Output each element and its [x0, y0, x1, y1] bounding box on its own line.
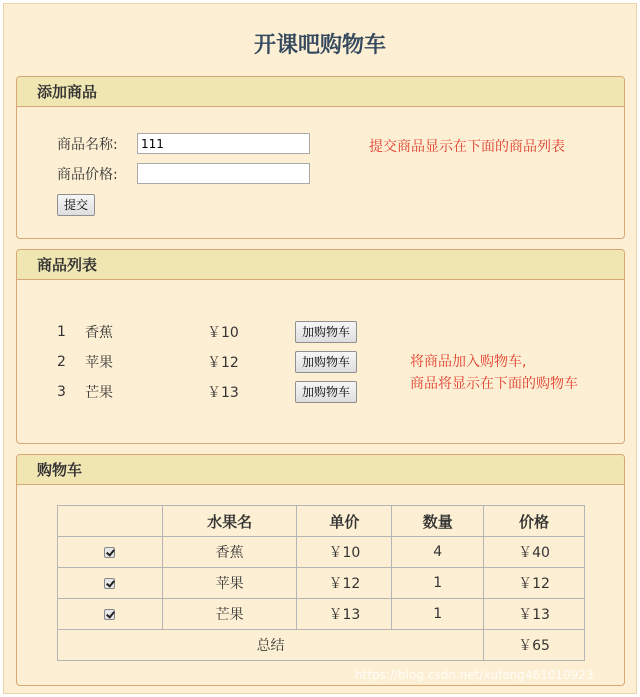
item-checkbox[interactable] — [104, 609, 115, 620]
cart-panel — [16, 454, 625, 686]
cart-item-total: ￥13 — [484, 599, 585, 630]
cart-item-quantity: 1 — [392, 599, 484, 630]
submit-button[interactable]: 提交 — [57, 194, 95, 216]
cart-summary-value: ￥65 — [484, 630, 585, 661]
page-title: 开课吧购物车 — [253, 33, 386, 58]
product-row — [57, 380, 357, 404]
product-row — [57, 320, 357, 344]
item-checkbox[interactable] — [104, 547, 115, 558]
cart-header-unit-price: 单价 — [297, 506, 392, 537]
cart-heading: 购物车 — [17, 455, 624, 485]
cart-item-unit-price: ￥13 — [297, 599, 392, 630]
cart-table — [57, 505, 585, 661]
product-index: 3 — [57, 384, 66, 400]
watermark: https://blog.csdn.net/xufang461010923 — [355, 668, 594, 682]
product-price-row — [57, 163, 310, 184]
product-price-input[interactable] — [137, 163, 310, 184]
product-name-label: 商品名称: — [57, 136, 118, 153]
add-to-cart-button[interactable]: 加购物车 — [295, 381, 357, 403]
item-checkbox[interactable] — [104, 578, 115, 589]
product-price-label: 商品价格: — [57, 166, 118, 183]
product-name: 芒果 — [85, 385, 113, 401]
add-to-cart-button[interactable]: 加购物车 — [295, 321, 357, 343]
product-list-note-line2: 商品将显示在下面的购物车 — [410, 376, 578, 392]
product-price: ￥13 — [207, 385, 239, 401]
product-index: 2 — [57, 354, 66, 370]
add-product-heading: 添加商品 — [17, 77, 624, 107]
table-row — [58, 599, 585, 630]
product-name: 苹果 — [85, 355, 113, 371]
submit-row — [57, 194, 95, 216]
cart-item-name: 苹果 — [162, 568, 297, 599]
cart-summary-row — [58, 630, 585, 661]
product-name: 香蕉 — [85, 325, 113, 341]
add-product-note: 提交商品显示在下面的商品列表 — [369, 139, 565, 155]
cart-header-select — [58, 506, 163, 537]
cart-header-total: 价格 — [484, 506, 585, 537]
cart-header-name: 水果名 — [162, 506, 297, 537]
product-price: ￥10 — [207, 325, 239, 341]
table-row — [58, 568, 585, 599]
product-list-heading: 商品列表 — [17, 250, 624, 280]
product-price: ￥12 — [207, 355, 239, 371]
add-product-panel — [16, 76, 625, 239]
cart-summary-label: 总结 — [58, 630, 484, 661]
cart-header-quantity: 数量 — [392, 506, 484, 537]
cart-item-unit-price: ￥10 — [297, 537, 392, 568]
product-list-note-line1: 将商品加入购物车, — [410, 354, 527, 370]
cart-item-total: ￥12 — [484, 568, 585, 599]
product-index: 1 — [57, 324, 66, 340]
product-name-input[interactable] — [137, 133, 310, 154]
cart-header-row — [58, 506, 585, 537]
table-row — [58, 537, 585, 568]
cart-item-name: 香蕉 — [162, 537, 297, 568]
cart-select-cell — [58, 599, 163, 630]
product-list-panel — [16, 249, 625, 444]
product-name-row — [57, 133, 310, 154]
cart-item-name: 芒果 — [162, 599, 297, 630]
page-container — [3, 3, 637, 694]
product-row — [57, 350, 357, 374]
cart-item-total: ￥40 — [484, 537, 585, 568]
product-list-note — [410, 351, 578, 395]
cart-item-quantity: 4 — [392, 537, 484, 568]
cart-item-quantity: 1 — [392, 568, 484, 599]
add-to-cart-button[interactable]: 加购物车 — [295, 351, 357, 373]
cart-select-cell — [58, 537, 163, 568]
cart-select-cell — [58, 568, 163, 599]
cart-item-unit-price: ￥12 — [297, 568, 392, 599]
